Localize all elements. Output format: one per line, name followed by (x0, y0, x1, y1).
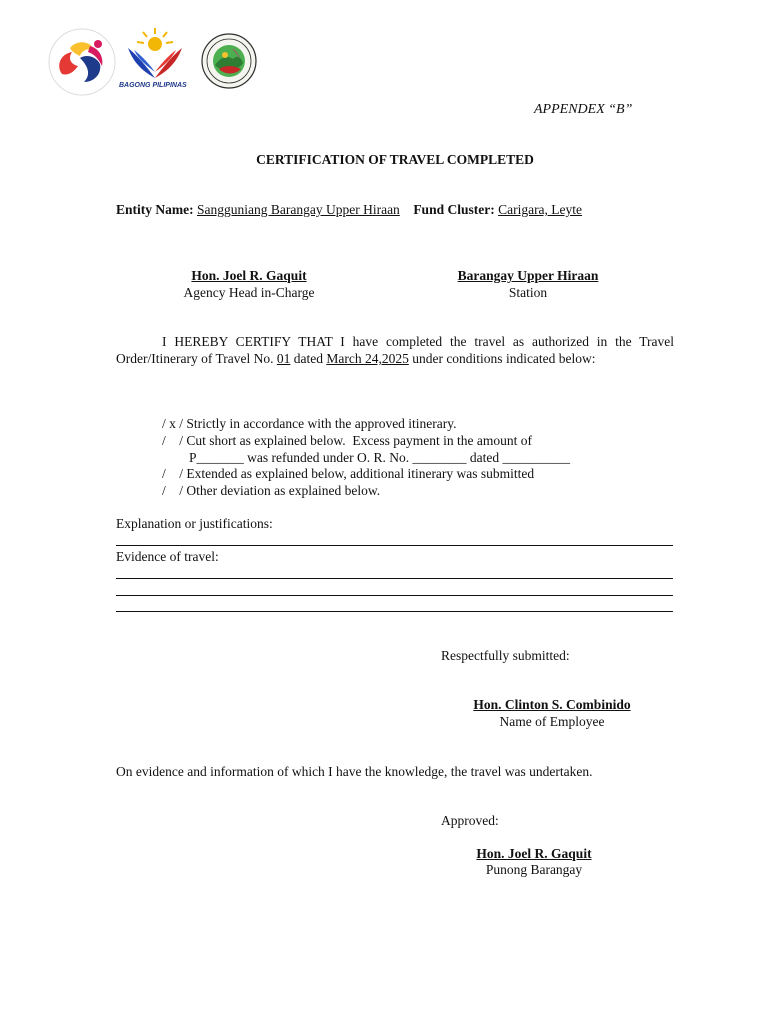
certify-text-b: dated (290, 351, 327, 366)
certify-text-a: I HEREBY CERTIFY THAT I have completed the travel as authorized in the Travel Order/Itinerary of Travel No. (116, 334, 674, 366)
explanation-line (116, 545, 673, 546)
page-title: CERTIFICATION OF TRAVEL COMPLETED (256, 152, 534, 167)
option-text: Cut short as explained below. Excess payment in the amount of (186, 433, 532, 448)
station-role: Station (508, 285, 548, 300)
approved-label: Approved: (441, 813, 499, 828)
travel-date: March 24,2025 (326, 351, 409, 366)
sk-logo-icon (46, 28, 118, 96)
agency-head-name: Hon. Joel R. Gaquit (191, 268, 307, 283)
evidence-line (116, 611, 673, 612)
explanation-label: Explanation or justifications: (116, 516, 273, 531)
respectfully-submitted: Respectfully submitted: (441, 648, 570, 663)
approver-role: Punong Barangay (485, 862, 583, 877)
appendix-label: APPENDEX “B” (534, 102, 633, 117)
evidence-label: Evidence of travel: (116, 549, 219, 564)
entity-name-label: Entity Name: (116, 202, 194, 217)
station-name: Barangay Upper Hiraan (457, 268, 599, 283)
option-text: P_______ was refunded under O. R. No. ________ dated __________ (189, 450, 570, 465)
evidence-line (116, 595, 673, 596)
option-mark: / / (162, 433, 184, 448)
agency-head-role: Agency Head in-Charge (183, 285, 315, 300)
bagong-pilipinas-logo-icon (124, 26, 186, 82)
evidence-line (116, 578, 673, 579)
entity-line (116, 202, 582, 218)
travel-order-number: 01 (276, 351, 291, 366)
entity-name-value: Sangguniang Barangay Upper Hiraan (197, 202, 400, 217)
fund-cluster-label: Fund Cluster: (413, 202, 495, 217)
option-text: Other deviation as explained below. (186, 483, 381, 498)
option-strictly (162, 416, 457, 432)
option-text: Extended as explained below, additional itinerary was submitted (186, 466, 535, 481)
option-text: Strictly in accordance with the approved itinerary. (186, 416, 457, 431)
approver-name: Hon. Joel R. Gaquit (476, 846, 592, 861)
employee-role: Name of Employee (499, 714, 605, 729)
certification-paragraph (116, 333, 674, 367)
evidence-statement: On evidence and information of which I have the knowledge, the travel was undertaken. (116, 764, 593, 779)
fund-cluster-value: Carigara, Leyte (498, 202, 583, 217)
certify-text-c: under conditions indicated below: (408, 351, 596, 366)
option-mark: / / (162, 466, 184, 481)
bagong-pilipinas-text: BAGONG PILIPINAS (119, 82, 187, 89)
option-cut-short (162, 433, 532, 449)
option-mark: / / (162, 483, 184, 498)
option-mark: / x / (162, 416, 184, 431)
option-other (162, 483, 380, 499)
employee-name: Hon. Clinton S. Combinido (473, 697, 631, 712)
barangay-seal-icon (199, 33, 259, 89)
option-extended (162, 466, 534, 482)
option-refund-line (189, 450, 570, 466)
